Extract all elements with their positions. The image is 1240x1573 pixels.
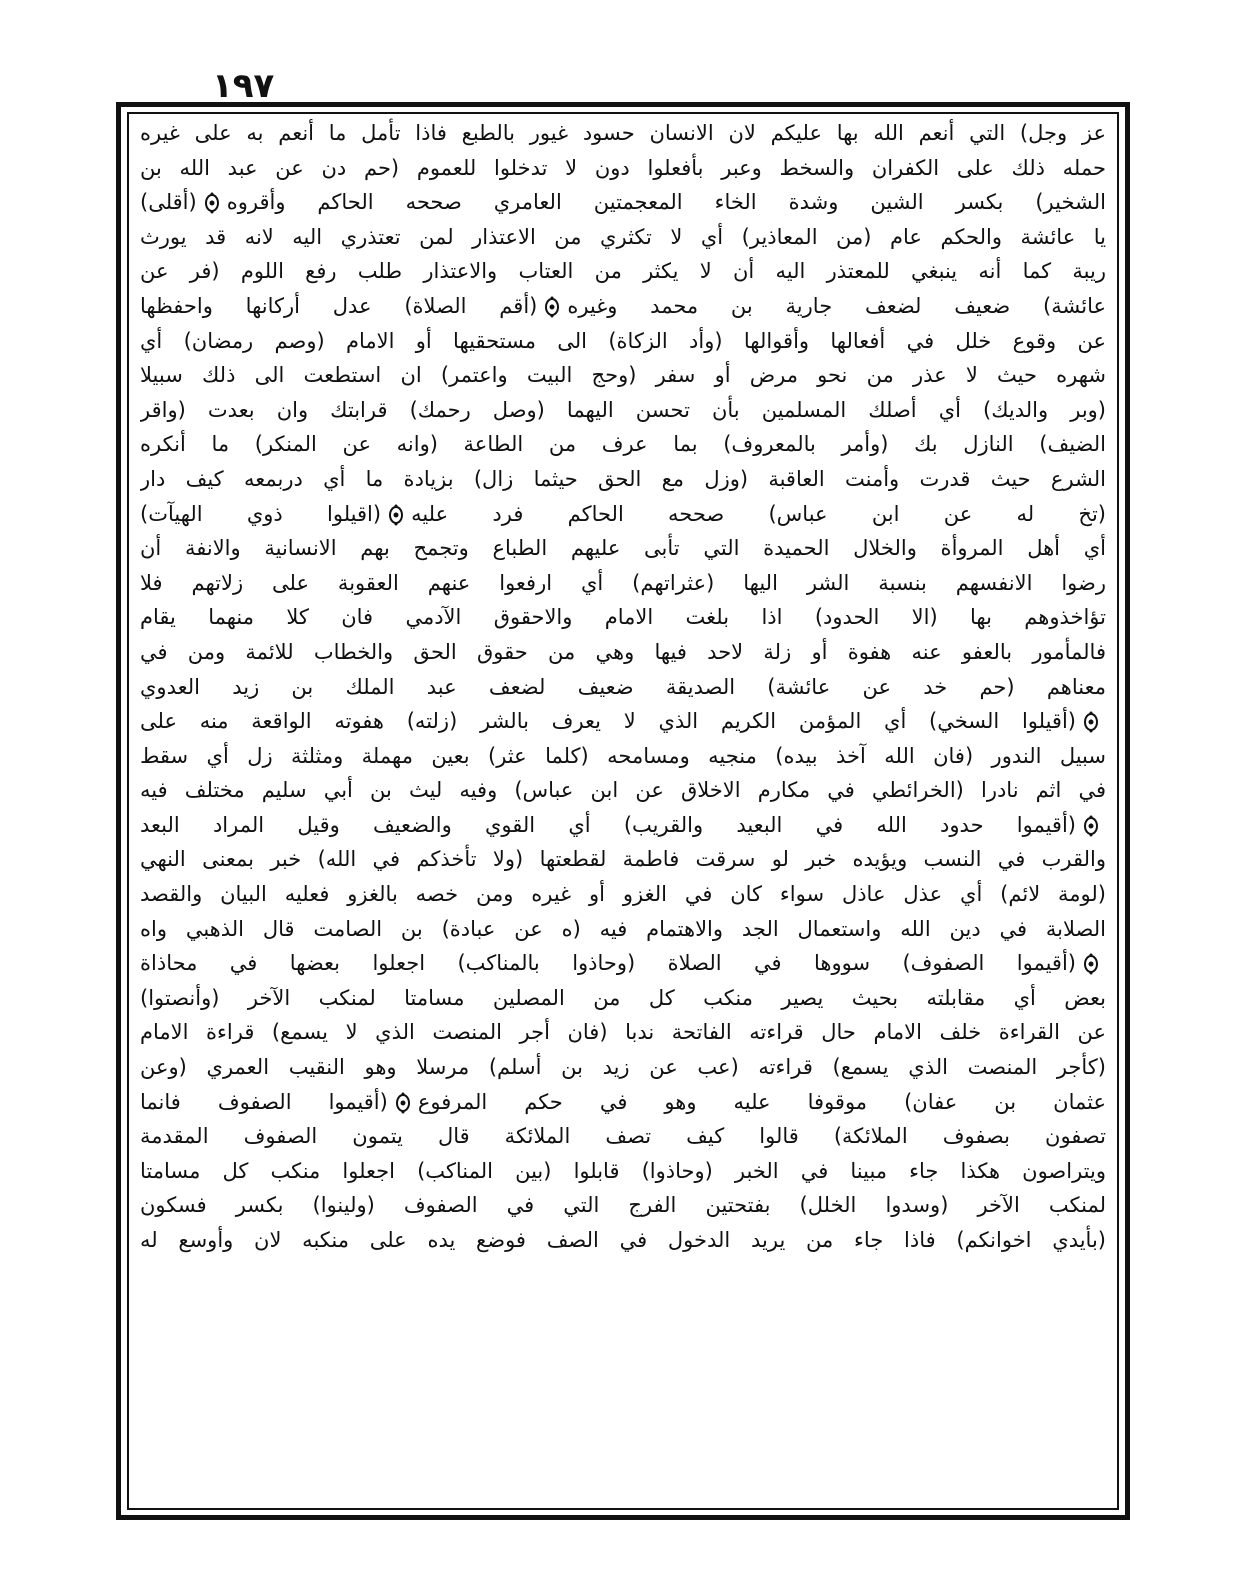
text-line: ويتراصون هكذا جاء مبينا في الخبر (وحاذوا) قابلوا (بين المناكب) اجعلوا منكب كل مسامتا [140,1158,1106,1183]
ornament-icon [203,192,221,214]
text-line: (أقيموا الصفوف) سووها في الصلاة (وحاذوا بالمناكب) اجعلوا بعضها في محاذاة [140,946,1106,981]
text-line: فالمأمور بالعفو عنه هفوة أو زلة لاحد فيها وهي من حقوق الحق والخطاب للائمة ومن في [140,639,1106,664]
text-line: تصفون بصفوف الملائكة) قالوا كيف تصف الملائكة قال يتمون الصفوف المقدمة [140,1124,1106,1149]
text-line: ريبة كما أنه ينبغي للمعتذر اليه أن لا يكثر من العتاب والاعتذار طلب رفع اللوم (فر عن [140,259,1106,284]
text-line: عن وقوع خلل في أفعالها وأقوالها (وأد الزكاة) الى مستحقيها أو الامام (وصم رمضان) أي [140,328,1106,353]
text-line: (بأيدي اخوانكم) فاذا جاء من يريد الدخول في الصف فوضع يده على منكبه لان وأوسع له [140,1228,1106,1252]
text-line: رضوا الانفسهم بنسبة الشر اليها (عثراتهم) أي ارفعوا عنهم العقوبة على زلاتهم فلا [140,570,1106,595]
text-line: سبيل الندور (فان الله آخذ بيده) منجيه ومسامحه (كلما عثر) بعين مهملة ومثلثة زل أي سقط [140,743,1106,768]
ornament-icon [1082,711,1100,733]
text-line: الشخير) بكسر الشين وشدة الخاء المعجمتين العامري صححه الحاكم وأقروه (أقلى) [140,190,1106,215]
body-text [140,116,1106,1506]
text-line: (أقيموا حدود الله في البعيد والقريب) أي القوي والضعيف وقيل المراد البعد [140,808,1106,843]
text-line: عثمان بن عفان) موقوفا عليه وهو في حكم المرفوع (أقيموا الصفوف فانما [140,1089,1106,1114]
text-line: الصلابة في دين الله واستعمال الجد والاهتمام فيه (ه عن عبادة) بن الصامت قال الذهبي واه [140,916,1106,941]
text-line: عن القراءة خلف الامام حال قراءته الفاتحة ندبا (فان أجر المنصت الذي لا يسمع) قراءة الامام [140,1020,1106,1045]
text-line: (كأجر المنصت الذي يسمع) قراءته (عب عن زيد بن أسلم) مرسلا وهو النقيب العمري (وعن [140,1055,1106,1080]
text-line: (أقيلوا السخي) أي المؤمن الكريم الذي لا يعرف بالشر (زلته) هفوته الواقعة منه على [140,704,1106,739]
ornament-icon [394,1092,412,1114]
text-line: (وبر والديك) أي أصلك المسلمين بأن تحسن اليهما (وصل رحمك) قرابتك وان بعدت (واقر [140,397,1106,422]
text-line: حمله ذلك على الكفران والسخط وعبر بأفعلوا دون لا تدخلوا للعموم (حم دن عن عبد الله بن [140,155,1106,180]
text-line: الضيف) النازل بك (وأمر بالمعروف) بما عرف من الطاعة (وانه عن المنكر) ما أنكره [140,432,1106,457]
text-line: شهره حيث لا عذر من نحو مرض أو سفر (وحج البيت واعتمر) ان استطعت الى ذلك سبيلا [140,363,1106,388]
text-line: (تخ له عن ابن عباس) صححه الحاكم فرد عليه (اقيلوا ذوي الهيآت) [140,501,1106,526]
ornament-icon [543,296,561,318]
text-line: بعض أي مقابلته بحيث يصير منكب كل من المصلين مسامتا لمنكب الآخر (وأنصتوا) [140,985,1106,1010]
page-number: ١٩٧ [212,66,275,106]
text-line: الشرع حيث قدرت وأمنت العاقبة (وزل مع الحق حيثما زال) بزيادة ما أي دربمعه كيف دار [140,466,1106,491]
ornament-icon [1082,953,1100,975]
text-line: في اثم نادرا (الخرائطي في مكارم الاخلاق عن ابن عباس) وفيه ليث بن أبي سليم مختلف فيه [140,778,1106,803]
text-line: عائشة) ضعيف لضعف جارية بن محمد وغيره (أقم الصلاة) عدل أركانها واحفظها [140,293,1106,318]
text-line: أي أهل المروأة والخلال الحميدة التي تأبى عليهم الطباع وتجمح بهم الانسانية والانفة أن [140,536,1106,561]
ornament-icon [1082,815,1100,837]
text-line: تؤاخذوهم بها (الا الحدود) اذا بلغت الامام والاحقوق الآدمي فان كلا منهما يقام [140,605,1106,630]
text-line: لمنكب الآخر (وسدوا الخلل) بفتحتين الفرج التي في الصفوف (ولينوا) بكسر فسكون [140,1193,1106,1218]
text-line: والقرب في النسب ويؤيده خبر لو سرقت فاطمة لقطعتها (ولا تأخذكم في الله) خبر بمعنى النهي [140,847,1106,872]
text-line: عز وجل) التي أنعم الله بها عليكم لان الانسان حسود غيور بالطبع فاذا تأمل ما أنعم به على غيره [140,121,1106,145]
text-line: معناهم (حم خد عن عائشة) الصديقة ضعيف لضعف عبد الملك بن زيد العدوي [140,674,1106,699]
ornament-icon [387,504,405,526]
text-line: يا عائشة والحكم عام (من المعاذير) أي لا تكثري من الاعتذار لمن تعتذري اليه لانه قد يورث [140,224,1106,249]
text-line: (لومة لائم) أي عذل عاذل سواء كان في الغزو أو غيره ومن خصه بالغزو فعليه البيان والقصد [140,882,1106,907]
